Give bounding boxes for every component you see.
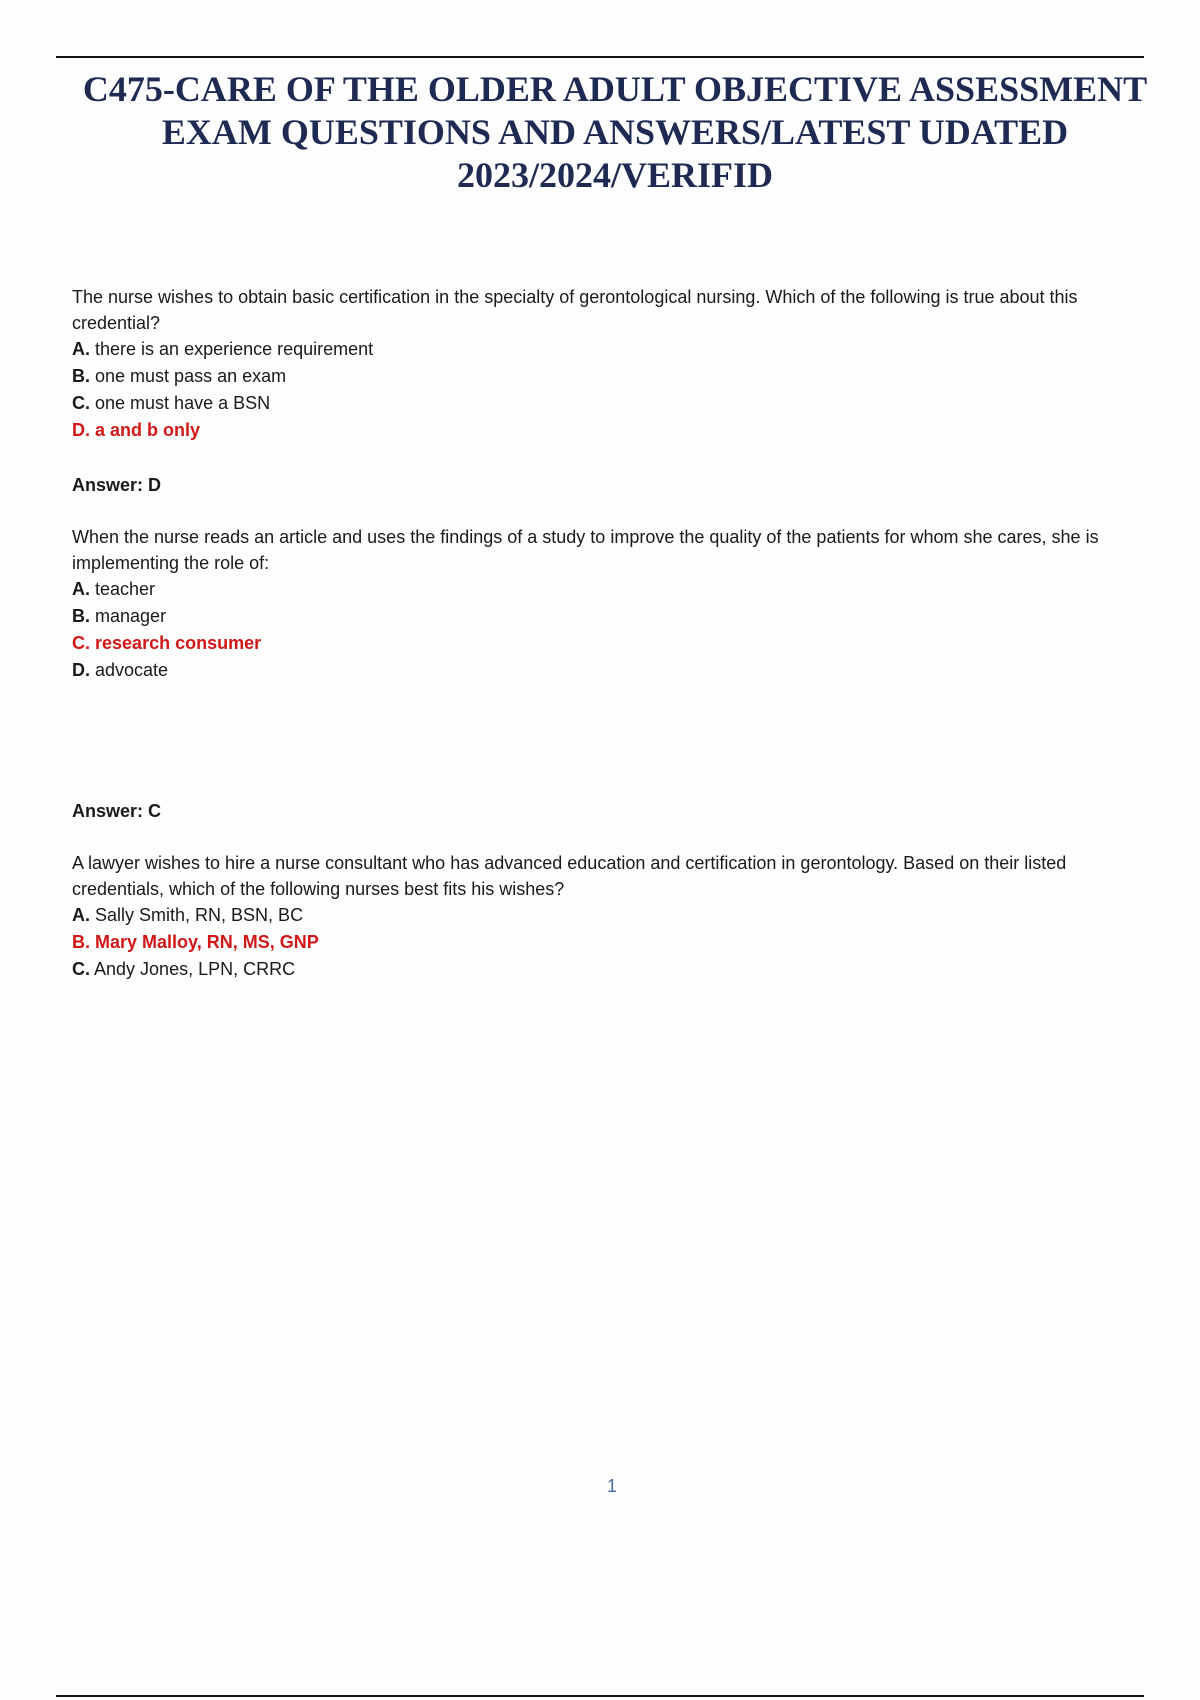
question-2-option-d: D. advocate: [72, 660, 169, 680]
question-2: [72, 524, 1152, 684]
question-1-answer: Answer: D: [72, 475, 162, 495]
title-line-1: C475-CARE OF THE OLDER ADULT OBJECTIVE ASSESSMENT: [82, 69, 1148, 109]
question-1-option-c: C. one must have a BSN: [72, 393, 271, 413]
page-number: 1: [606, 1476, 617, 1496]
question-3-option-a: A. Sally Smith, RN, BSN, BC: [72, 905, 304, 925]
questions-content: [72, 284, 1152, 983]
title-line-2: EXAM QUESTIONS AND ANSWERS/LATEST UDATED: [161, 112, 1069, 152]
question-1-option-a: A. there is an experience requirement: [72, 339, 374, 359]
title-line-3: 2023/2024/VERIFID: [456, 155, 774, 195]
question-2-option-c-correct: C. research consumer: [72, 633, 262, 653]
question-1-text: The nurse wishes to obtain basic certification in the specialty of gerontological nursing. Which of the following is true about this credential?: [72, 287, 1078, 333]
question-3-option-b-correct: B. Mary Malloy, RN, MS, GNP: [72, 932, 319, 952]
question-3: [72, 850, 1152, 983]
question-3-option-c: C. Andy Jones, LPN, CRRC: [72, 959, 296, 979]
question-3-options: [72, 902, 1152, 983]
question-3-text: A lawyer wishes to hire a nurse consultant who has advanced education and certification in gerontology. Based on their listed credentials, which of the following nurses best fits his wishes?: [72, 853, 1067, 899]
question-1: [72, 284, 1152, 444]
top-rule: [56, 56, 1144, 58]
question-1-options: [72, 336, 1152, 444]
bottom-rule: [56, 1695, 1144, 1697]
question-2-option-b: B. manager: [72, 606, 167, 626]
question-1-option-d-correct: D. a and b only: [72, 420, 201, 440]
question-2-options: [72, 576, 1152, 684]
question-1-option-b: B. one must pass an exam: [72, 366, 287, 386]
question-2-answer: Answer: C: [72, 801, 162, 821]
question-2-text: When the nurse reads an article and uses the findings of a study to improve the quality of the patients for whom she cares, she is implementing the role of:: [72, 527, 1099, 573]
question-2-option-a: A. teacher: [72, 579, 156, 599]
document-title: [40, 68, 1190, 197]
